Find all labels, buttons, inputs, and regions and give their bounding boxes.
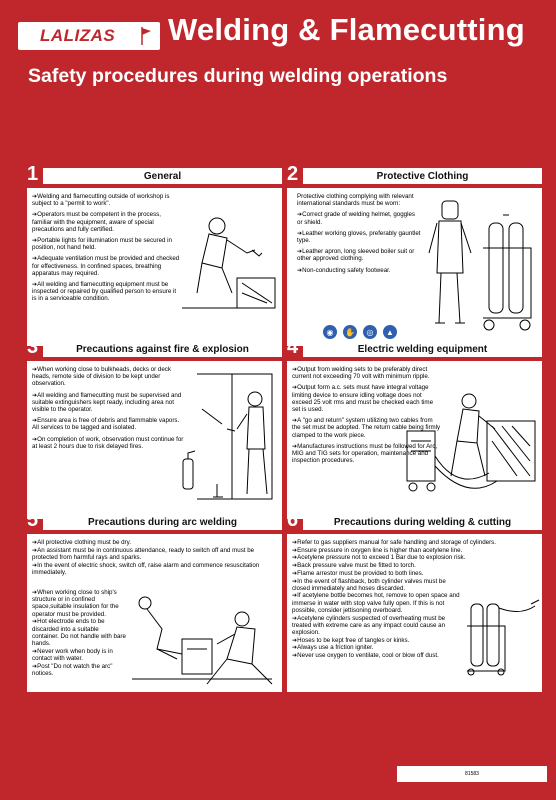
list-item: ➔Ensure pressure in oxygen line is higher than acetylene line.	[292, 546, 463, 554]
list-item: ➔Always use a friction igniter.	[292, 644, 374, 652]
list-item: ➔In the event of flashback, both cylinder valves must be closed immediately and hoses discarded.	[292, 577, 446, 592]
list-item: ➔Operators must be competent in the process, familiar with the equipment, aware of special precautions and fully certified.	[32, 211, 161, 233]
panel-body	[27, 361, 282, 519]
list-item: ➔If acetylene bottle becomes hot, remove to open space and immerse in water with stop valve fully open. If this is not possible, consider jettisoning overboard.	[292, 592, 460, 614]
panel-body	[287, 188, 542, 346]
panel-body	[287, 361, 542, 519]
brand-logo	[18, 22, 160, 50]
list-item: ➔Output from welding sets to be preferably direct current not exceeding 70 volt with minimum ripple.	[292, 366, 430, 381]
list-item: ➔Portable lights for illumination must be secured in position, not hand held.	[32, 237, 173, 252]
list-item: ➔A "go and return" system utilizing two cables from the set must be adopted. The return cable being firmly clamped to the work piece.	[292, 417, 441, 439]
panel-protective-clothing	[287, 163, 542, 341]
panel-general	[27, 163, 282, 341]
page-subtitle: Safety procedures during welding operations	[28, 65, 448, 87]
list-item: ➔Post "Do not watch the arc" notices.	[32, 662, 113, 677]
panel-number: 4	[287, 336, 299, 358]
arc-welding-illustration	[127, 589, 277, 689]
list-item: ➔All welding and flamecutting equipment must be inspected or repaired by qualified person to ensure it is in a serviceable condition.	[32, 281, 177, 303]
fire-watch-illustration	[177, 369, 277, 509]
list-item: ➔When working close to ship's structure or in confined space,suitable insulation for the operator must be provided.	[32, 589, 119, 618]
list-item: ➔An assistant must be in continuous attendance, ready to switch off and must be protected from harmful rays and sparks.	[32, 546, 255, 561]
panel-body	[287, 534, 542, 692]
panel-title: Precautions during welding & cutting	[303, 514, 542, 530]
list-item: ➔Non-conducting safety footwear.	[297, 266, 391, 274]
list-item: ➔Welding and flamecutting outside of workshop is subject to a "permit to work".	[32, 193, 170, 208]
product-code: 81583	[397, 766, 547, 782]
panel-body	[27, 188, 282, 346]
panel-arc-welding	[27, 509, 282, 687]
item-list-lower	[32, 589, 127, 677]
list-item: ➔Output form a.c. sets must have integral voltage limiting device to ensure idling voltage does not exceed 25 volt rms and must be checked each time set is used.	[292, 384, 434, 414]
list-item: ➔Ensure area is free of debris and flammable vapors. All services to be tagged and isolated.	[32, 417, 180, 432]
protective-clothing-illustration	[427, 193, 537, 338]
list-item: ➔Leather apron, long sleeved boiler suit or other approved clothing.	[297, 248, 415, 263]
electric-welding-illustration	[397, 381, 539, 511]
gas-cutting-illustration	[465, 596, 540, 676]
panel-number: 1	[27, 163, 39, 185]
list-item: ➔Refer to gas suppliers manual for safe handling and storage of cylinders.	[292, 539, 496, 546]
welder-illustration	[177, 208, 277, 328]
list-item: ➔Manufactures instructions must be followed for Arc, MIG and TIG sets for operation, maintenance and inspection procedures.	[292, 442, 438, 465]
brand-name: LALIZAS	[40, 26, 116, 45]
glove-icon: ✋	[343, 325, 357, 339]
item-list	[297, 193, 422, 278]
list-item: ➔Acetylene pressure not to exceed 1 Bar due to explosion risk.	[292, 554, 466, 562]
page-title: Welding & Flamecutting	[168, 12, 525, 47]
panel-title: General	[43, 168, 282, 184]
panel-number: 2	[287, 163, 299, 185]
item-list	[32, 366, 187, 454]
helmet-icon: ◉	[323, 325, 337, 339]
list-item: ➔Adequate ventilation must be provided and checked for effectiveness. In confined spaces, breathing apparatus may required.	[32, 255, 180, 277]
list-item: ➔Never use oxygen to ventilate, cool or blow off dust.	[292, 652, 439, 660]
panel-title: Precautions against fire & explosion	[43, 341, 282, 357]
boot-icon: ▲	[383, 325, 397, 339]
panel-intro: Protective clothing complying with relevant international standards must be worn:	[297, 193, 414, 208]
header	[0, 0, 556, 100]
list-item: ➔Acetylene cylinders suspected of overheating must be treated with extreme care as any impact could cause an explosion.	[292, 614, 446, 636]
list-item: ➔When working close to bulkheads, decks or deck heads, remote side of division to be kept under observation.	[32, 366, 171, 388]
panel-number: 6	[287, 509, 299, 531]
flag-icon	[140, 26, 152, 46]
panel-number: 3	[27, 336, 39, 358]
panel-fire-explosion	[27, 336, 282, 514]
list-item: ➔Hot electrode ends to be discarded into a suitable container. Do not handle with bare hands.	[32, 618, 126, 647]
apron-icon: ◎	[363, 325, 377, 339]
list-item: ➔Hoses to be kept free of tangles or kinks.	[292, 636, 410, 644]
list-item: ➔On completion of work, observation must continue for at least 2 hours due to risk delayed fires.	[32, 435, 184, 450]
panel-title: Precautions during arc welding	[43, 514, 282, 530]
panel-body	[27, 534, 282, 692]
panel-welding-cutting	[287, 509, 542, 687]
panel-title: Electric welding equipment	[303, 341, 542, 357]
list-item: ➔All protective clothing must be dry.	[32, 539, 131, 546]
list-item: ➔Back pressure valve must be fitted to torch.	[292, 562, 416, 570]
item-list	[32, 193, 182, 307]
ppe-icons	[323, 325, 397, 339]
item-list	[32, 539, 277, 577]
panel-title: Protective Clothing	[303, 168, 542, 184]
list-item: ➔Flame arrestor must be provided to both lines.	[292, 569, 424, 577]
panel-number: 5	[27, 509, 39, 531]
list-item: ➔In the event of electric shock, switch off, raise alarm and commence resuscitation immediately.	[32, 561, 260, 576]
list-item: ➔All welding and flamecutting must be supervised and suitable extinguishers kept ready, including area not visible to the operator.	[32, 391, 182, 414]
list-item: ➔Leather working gloves, preferably gauntlet type.	[297, 229, 421, 245]
list-item: ➔Never work when body is in contact with water.	[32, 647, 113, 662]
list-item: ➔Correct grade of welding helmet, goggles or shield.	[297, 211, 415, 226]
panel-electric-welding	[287, 336, 542, 514]
